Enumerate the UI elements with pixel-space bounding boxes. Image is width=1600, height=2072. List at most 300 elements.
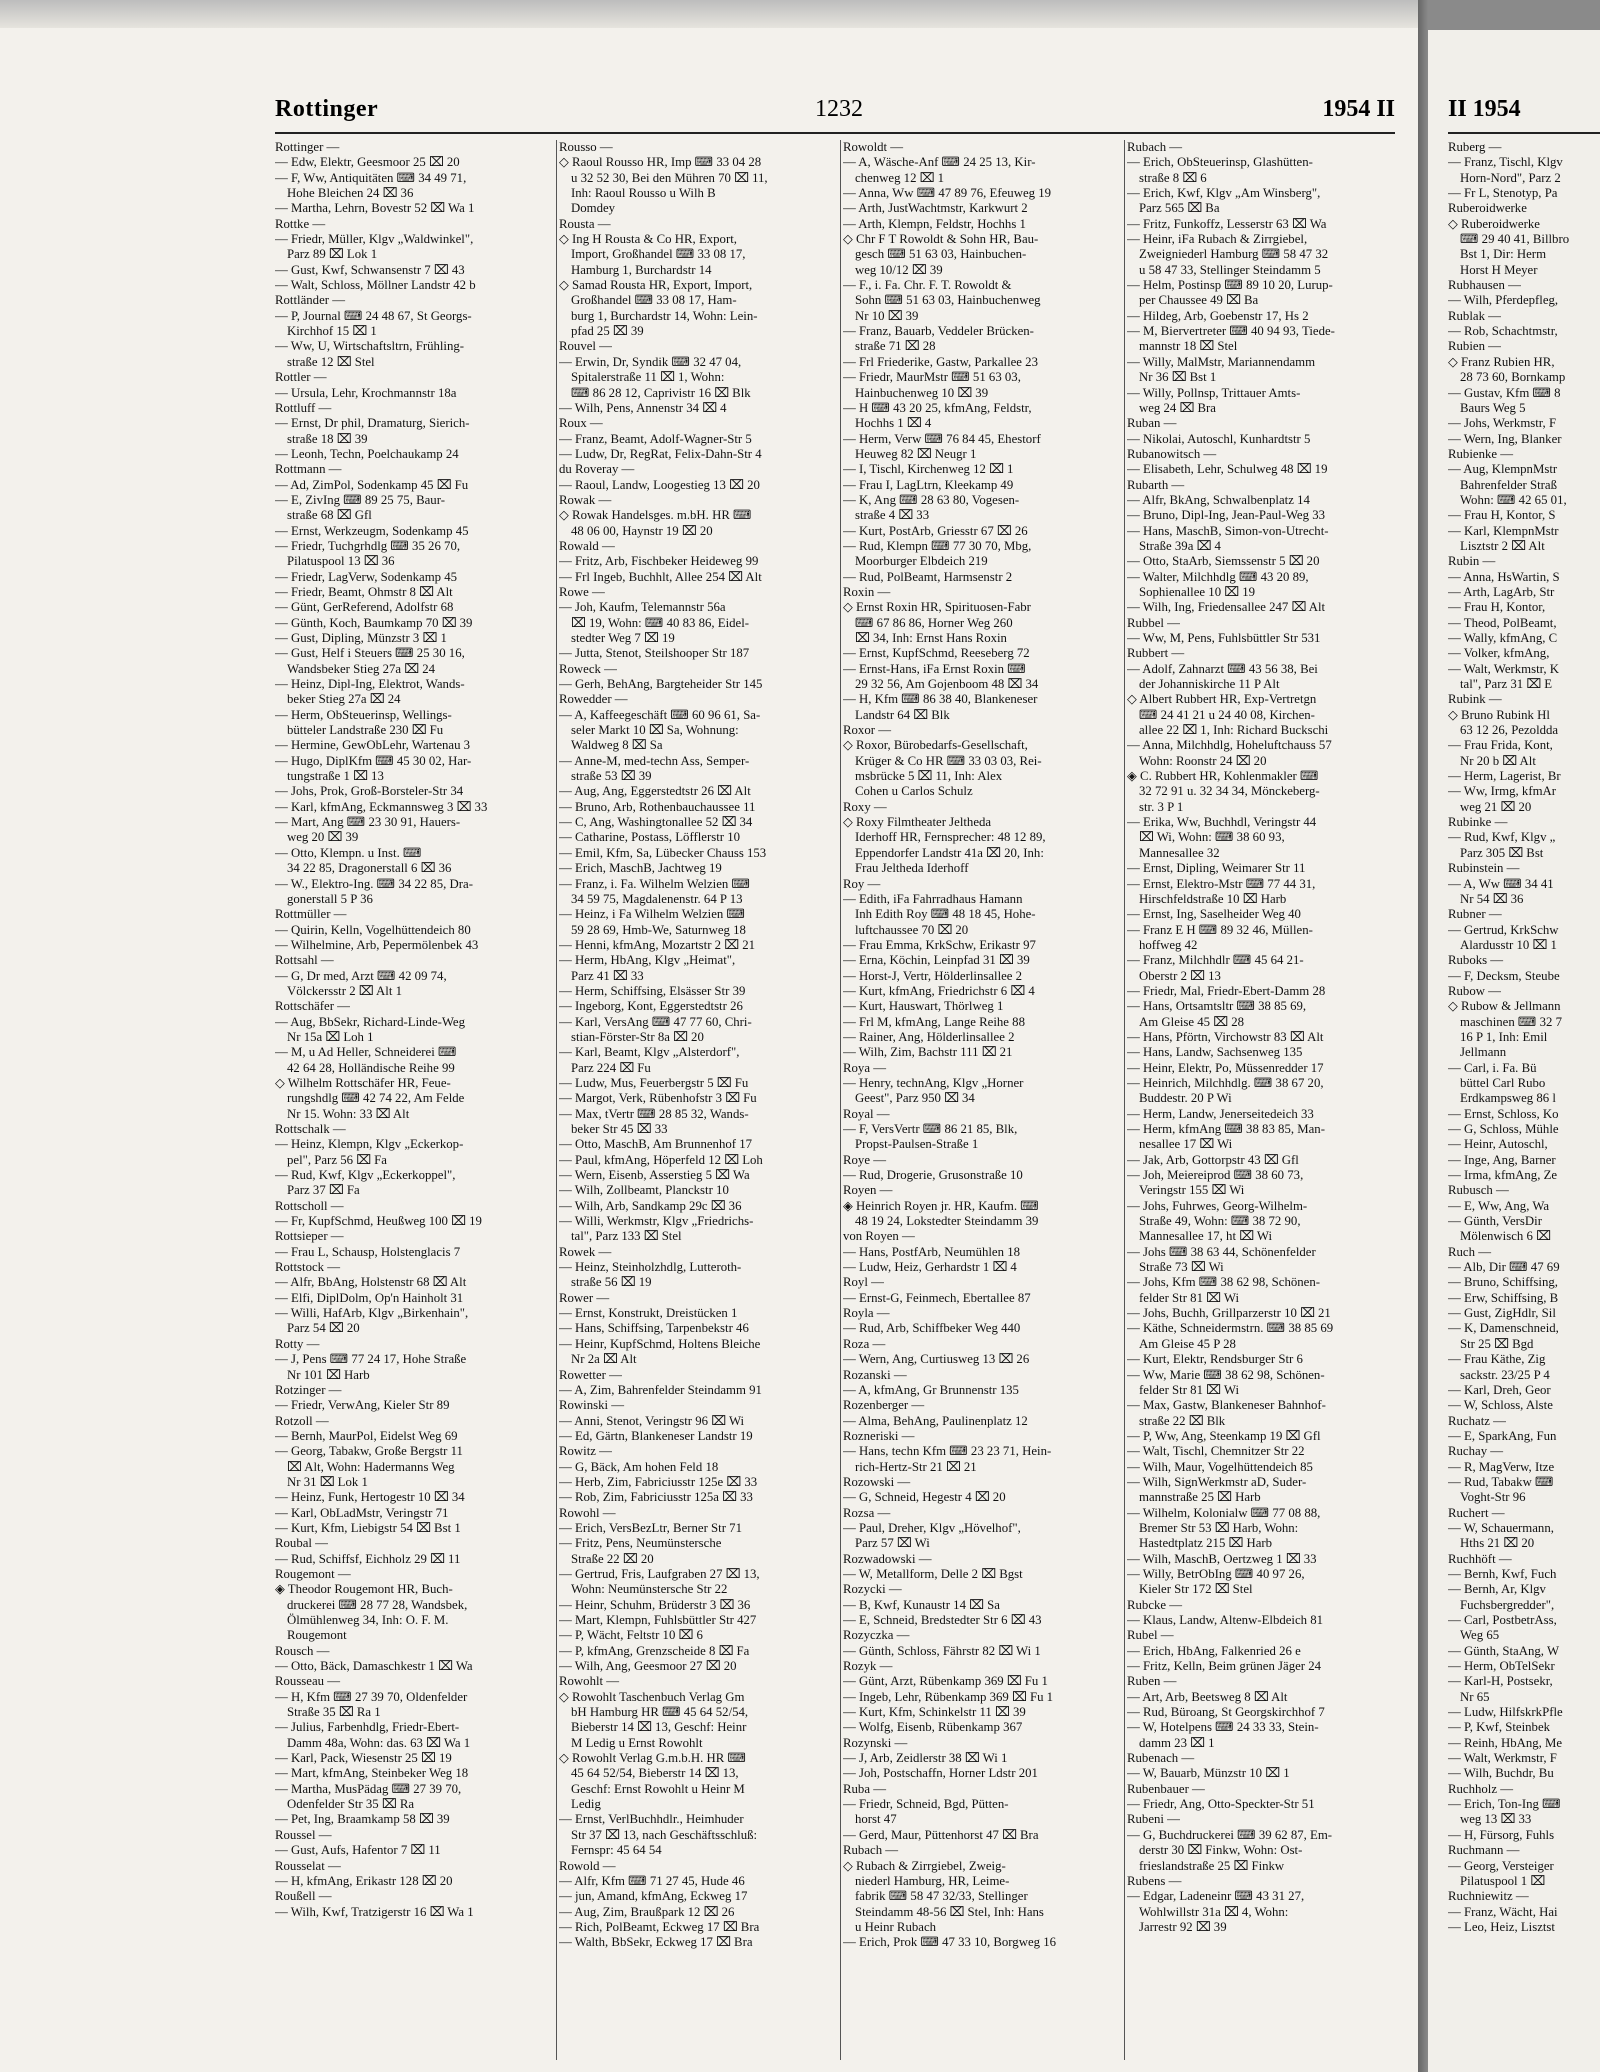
directory-entry-line: weg 13 ⌧ 33 [1460, 1812, 1532, 1827]
directory-entry-line: — Wilh, Ang, Geesmoor 27 ⌧ 20 [559, 1659, 737, 1674]
directory-headword: Roxy — [843, 799, 887, 814]
directory-entry-line: — Günth, VersDir [1448, 1214, 1542, 1229]
directory-entry-line: — Leo, Heiz, Lisztst [1448, 1919, 1555, 1934]
directory-headword: Ruberg — [1448, 140, 1502, 154]
directory-entry-line: Bst 1, Dir: Herm [1460, 247, 1547, 262]
directory-entry-line: — A, kfmAng, Gr Brunnenstr 135 [843, 1382, 1019, 1397]
directory-entry-line: pfad 25 ⌧ 39 [571, 324, 644, 339]
directory-entry-line: — Heinz, Klempn, Klgv „Eckerkop- [275, 1137, 464, 1152]
directory-entry-line: — Aug, BbSekr, Richard-Linde-Weg [275, 1014, 466, 1029]
directory-entry-line: — Otto, StaArb, Siemssenstr 5 ⌧ 20 [1127, 554, 1320, 569]
directory-entry-line: Lisztstr 2 ⌧ Alt [1460, 538, 1545, 553]
directory-headword: Rubbert — [1127, 646, 1185, 661]
directory-entry-line: — Erich, Kwf, Klgv „Am Winsberg", [1127, 186, 1321, 201]
directory-headword: Royal — [843, 1106, 890, 1121]
directory-entry-line: — Nikolai, Autoschl, Kunhardtstr 5 [1127, 431, 1311, 446]
directory-entry-line: Mannesallee 17, ht ⌧ Wi [1139, 1229, 1273, 1244]
directory-entry-line: — Heinz, Funk, Hertogestr 10 ⌧ 34 [275, 1490, 465, 1505]
directory-entry-line: Straße 49, Wohn: ⌨ 38 72 90, [1139, 1214, 1301, 1229]
directory-entry-line: — P, kfmAng, Grenzscheide 8 ⌧ Fa [559, 1643, 750, 1658]
directory-entry-line: — Rud, PolBeamt, Harmsenstr 2 [843, 569, 1013, 584]
directory-headword: Roya — [843, 1060, 887, 1075]
directory-entry-line: Hainbuchenweg 10 ⌧ 39 [855, 385, 989, 400]
directory-entry-line: ⌧ Alt, Wohn: Hadermanns Weg [287, 1459, 455, 1474]
directory-entry-line: — Wern, Eisenb, Asserstieg 5 ⌧ Wa [559, 1168, 750, 1183]
directory-entry-line: — Heinr, Elektr, Po, Müssenredder 17 [1127, 1060, 1324, 1075]
directory-entry-line: — Heinr, Schuhm, Brüderstr 3 ⌧ 36 [559, 1597, 751, 1612]
directory-headword: Rubbel — [1127, 615, 1180, 630]
directory-entry-line: — P, Kwf, Steinbek [1448, 1720, 1551, 1735]
directory-entry-line: — Franz, Tischl, Klgv [1448, 155, 1563, 170]
directory-entry-line: Inh Edith Roy ⌨ 48 18 45, Hohe- [855, 907, 1036, 922]
directory-entry-line: — Herm, kfmAng ⌨ 38 83 85, Man- [1127, 1122, 1325, 1136]
directory-entry-line: — G, Dr med, Arzt ⌨ 42 09 74, [275, 968, 447, 983]
directory-entry-line: — Gerd, Maur, Püttenhorst 47 ⌧ Bra [843, 1827, 1039, 1842]
directory-headword: Rowe — [559, 584, 605, 599]
directory-entry-line: — A, Ww ⌨ 34 41 [1448, 876, 1554, 891]
directory-headword: Rubanowitsch — [1127, 446, 1217, 461]
directory-entry-line: — F, Ww, Antiquitäten ⌨ 34 49 71, [275, 170, 467, 185]
directory-entry-line: straße 53 ⌧ 39 [571, 769, 652, 784]
directory-headword: Rowold — [559, 1858, 616, 1873]
directory-entry-line: — Herb, Zim, Fabriciusstr 125e ⌧ 33 [559, 1474, 758, 1489]
directory-entry-line: Damm 48a, Wohn: das. 63 ⌧ Wa 1 [287, 1735, 471, 1750]
header-year-volume: 1954 II [1322, 96, 1395, 122]
directory-entry-line: weg 24 ⌧ Bra [1139, 400, 1216, 415]
directory-entry-line: Parz 37 ⌧ Fa [287, 1183, 360, 1198]
directory-entry-line: straße 12 ⌧ Stel [287, 354, 375, 369]
directory-entry-line: Propst-Paulsen-Straße 1 [855, 1137, 979, 1152]
directory-entry-line: — Willy, Pollnsp, Trittauer Amts- [1127, 385, 1301, 400]
directory-entry-line: ⌨ 24 41 21 u 24 40 08, Kirchen- [1139, 707, 1315, 722]
directory-entry-line: — Wilh, SignWerkmstr aD, Suder- [1127, 1474, 1307, 1489]
directory-headword: Ruben — [1127, 1674, 1177, 1689]
directory-entry-line: straße 4 ⌧ 33 [855, 508, 930, 523]
directory-entry-line: — Margot, Verk, Rübenhofstr 3 ⌧ Fu [559, 1091, 757, 1106]
directory-headword: Rower — [559, 1290, 610, 1305]
directory-headword: Ruchniewitz — [1448, 1889, 1529, 1904]
directory-firm-entry: ◇ Ernst Roxin HR, Spirituosen-Fabr [843, 600, 1031, 615]
directory-entry-line: — Herm, Landw, Jenerseitedeich 33 [1127, 1106, 1314, 1121]
directory-entry-line: 32 72 91 u. 32 34 34, Mönckeberg- [1139, 784, 1320, 799]
directory-entry-line: — Gust, Aufs, Hafentor 7 ⌧ 11 [275, 1843, 441, 1858]
directory-entry-line: — E, ZivIng ⌨ 89 25 75, Baur- [275, 492, 445, 507]
directory-entry-line: druckerei ⌨ 28 77 28, Wandsbek, [287, 1597, 468, 1612]
directory-entry-line: — Wilh, Arb, Sandkamp 29c ⌧ 36 [559, 1198, 742, 1213]
directory-entry-line: — Irma, kfmAng, Ze [1448, 1168, 1558, 1183]
directory-entry-line: — Karl, KlempnMstr [1448, 523, 1559, 538]
directory-entry-line: — W, Metallform, Delle 2 ⌧ Bgst [843, 1566, 1023, 1581]
directory-entry-line: Hastedtplatz 215 ⌧ Harb [1139, 1536, 1273, 1551]
directory-entry-line: Cohen u Carlos Schulz [855, 784, 973, 799]
directory-entry-line: 34 22 85, Dragonerstall 6 ⌧ 36 [287, 861, 452, 876]
directory-entry-line: Völckersstr 2 ⌧ Alt 1 [287, 983, 402, 998]
directory-entry-line: Odenfelder Str 35 ⌧ Ra [287, 1797, 415, 1812]
directory-entry-line: — P, Ww, Ang, Steenkamp 19 ⌧ Gfl [1127, 1428, 1321, 1443]
directory-entry-line: ⌨ 29 40 41, Billbro [1460, 232, 1570, 247]
directory-entry-line: Bieberstr 14 ⌧ 13, Geschf: Heinr [571, 1720, 747, 1735]
directory-entry-line: — Wilh, Zollbeamt, Planckstr 10 [559, 1183, 729, 1198]
directory-entry-line: — Erna, Köchin, Leinpfad 31 ⌧ 39 [843, 953, 1030, 968]
directory-firm-entry: ◇ Ruberoidwerke [1448, 216, 1540, 231]
directory-entry-line: Nr 2a ⌧ Alt [571, 1352, 637, 1367]
directory-entry-line: — Rob, Zim, Fabriciusstr 125a ⌧ 33 [559, 1490, 753, 1505]
directory-entry-line: Nr 31 ⌧ Lok 1 [287, 1474, 368, 1489]
directory-firm-entry: ◇ Bruno Rubink Hl [1448, 707, 1550, 722]
directory-entry-line: burg 1, Burchardstr 14, Wohn: Lein- [571, 308, 758, 323]
column-3 [843, 140, 1113, 2060]
directory-entry-line: — Henni, kfmAng, Mozartstr 2 ⌧ 21 [559, 937, 756, 952]
directory-entry-line: — Heinz, Steinholzhdlg, Lutteroth- [559, 1260, 742, 1275]
directory-entry-line: — Johs, Buchh, Grillparzerstr 10 ⌧ 21 [1127, 1306, 1331, 1321]
directory-headword: von Royen — [843, 1229, 915, 1244]
directory-entry-line: — Karl, ObLadMstr, Veringstr 71 [275, 1505, 449, 1520]
directory-entry-line: — Frau H, Kontor, [1448, 600, 1546, 615]
header-rule [275, 132, 1395, 134]
directory-entry-line: — Otto, MaschB, Am Brunnenhof 17 [559, 1137, 753, 1152]
directory-headword: Rottscholl — [275, 1198, 344, 1213]
directory-entry-line: weg 21 ⌧ 20 [1460, 799, 1532, 814]
directory-entry-line: Hohe Bleichen 24 ⌧ 36 [287, 186, 414, 201]
directory-entry-line: — Friedr, Beamt, Ohmstr 8 ⌧ Alt [275, 584, 453, 599]
directory-headword: Rubel — [1127, 1628, 1174, 1643]
directory-entry-line: — Frau Frida, Kont, [1448, 738, 1553, 753]
directory-headword: Ruba — [843, 1781, 887, 1796]
directory-entry-line: Straße 22 ⌧ 20 [571, 1551, 654, 1566]
directory-entry-line: — Anni, Stenot, Veringstr 96 ⌧ Wi [559, 1413, 745, 1428]
directory-headword: Ruch — [1448, 1244, 1492, 1259]
directory-entry-line: — E, Schneid, Bredstedter Str 6 ⌧ 43 [843, 1613, 1042, 1627]
directory-entry-line: — Fr, KupfSchmd, Heußweg 100 ⌧ 19 [275, 1214, 482, 1229]
directory-entry-line: — Ludw, Mus, Feuerbergstr 5 ⌧ Fu [559, 1075, 749, 1090]
directory-headword: Ruchay — [1448, 1444, 1504, 1459]
directory-entry-line: — Kurt, Kfm, Liebigstr 54 ⌧ Bst 1 [275, 1520, 461, 1535]
directory-entry-line: — Rud, Schiffsf, Eichholz 29 ⌧ 11 [275, 1551, 461, 1566]
directory-entry-line: — M, u Ad Heller, Schneiderei ⌨ [275, 1045, 457, 1060]
directory-entry-line: — G, Schneid, Hegestr 4 ⌧ 20 [843, 1490, 1006, 1505]
directory-entry-line: — Ludw, HilfskrkPfle [1448, 1705, 1563, 1720]
directory-entry-line: — Wilhelm, Kolonialw ⌨ 77 08 88, [1127, 1505, 1321, 1520]
directory-entry-line: Straße 73 ⌧ Wi [1139, 1260, 1224, 1275]
directory-entry-line: Wohn: Neumünstersche Str 22 [571, 1582, 728, 1597]
directory-headword: Rotzinger — [275, 1382, 342, 1397]
directory-entry-line: — Franz, Bauarb, Veddeler Brücken- [843, 324, 1034, 339]
directory-entry-line: — E, SparkAng, Fun [1448, 1428, 1557, 1443]
directory-entry-line: — F., i. Fa. Chr. F. T. Rowoldt & [843, 278, 1012, 293]
directory-headword: Rowoldt — [843, 140, 904, 154]
directory-entry-line: Landstr 64 ⌧ Blk [855, 707, 950, 722]
directory-entry-line: — Aug, Ang, Eggerstedtstr 26 ⌧ Alt [559, 784, 751, 799]
directory-entry-line: — W, Bauarb, Münzstr 10 ⌧ 1 [1127, 1766, 1290, 1781]
directory-entry-line: Parz 57 ⌧ Wi [855, 1536, 930, 1551]
directory-entry-line: — Pet, Ing, Braamkamp 58 ⌧ 39 [275, 1812, 450, 1827]
directory-entry-line: — W, Schauermann, [1448, 1520, 1554, 1535]
directory-entry-line: — Herm, ObSteuerinsp, Wellings- [275, 707, 452, 722]
directory-entry-line: tal", Parz 31 ⌧ E [1460, 677, 1553, 692]
directory-headword: Rubinstein — [1448, 861, 1520, 876]
directory-headword: Roye — [843, 1152, 887, 1167]
directory-headword: Rozyczka — [843, 1628, 910, 1643]
directory-headword: Ruchhöft — [1448, 1551, 1512, 1566]
directory-entry-line: Geschf: Ernst Rowohlt u Heinr M [571, 1781, 745, 1796]
directory-headword: Rowetter — [559, 1367, 622, 1382]
directory-entry-line: beker Str 45 ⌧ 33 [571, 1122, 668, 1136]
directory-entry-line: — Arth, Klempn, Feldstr, Hochhs 1 [843, 216, 1026, 231]
directory-entry-line: Bahrenfelder Straß [1460, 477, 1558, 492]
directory-entry-line: — Ernst, Dr phil, Dramaturg, Sierich- [275, 416, 470, 431]
directory-entry-line: — Herm, ObTelSekr [1448, 1659, 1555, 1674]
directory-entry-line: — Johs, Prok, Groß-Borsteler-Str 34 [275, 784, 464, 799]
directory-entry-line: — Wolfg, Eisenb, Rübenkamp 367 [843, 1720, 1023, 1735]
directory-entry-line: derstr 30 ⌧ Finkw, Wohn: Ost- [1139, 1843, 1303, 1858]
directory-entry-line: — Kurt, Elektr, Rendsburger Str 6 [1127, 1352, 1303, 1367]
directory-entry-line: — Carl, PostbetrAss, [1448, 1613, 1557, 1627]
directory-headword: Rozenberger — [843, 1398, 925, 1413]
directory-entry-line: Parz 565 ⌧ Ba [1139, 201, 1220, 216]
directory-headword: Roxor — [843, 723, 891, 738]
directory-headword: Rottmüller — [275, 907, 347, 922]
directory-headword: Royen — [843, 1183, 893, 1198]
column-divider [556, 140, 557, 2060]
header-page-number: 1232 [815, 96, 863, 122]
directory-entry-line: — Inge, Ang, Barner [1448, 1152, 1556, 1167]
directory-entry-line: — Klaus, Landw, Altenw-Elbdeich 81 [1127, 1613, 1324, 1627]
directory-entry-line: — Edith, iFa Fahrradhaus Hamann [843, 891, 1023, 906]
directory-entry-line: — H, Kfm ⌨ 86 38 40, Blankeneser [843, 692, 1038, 707]
directory-entry-line: Wohn: ⌨ 42 65 01, [1460, 492, 1567, 507]
directory-headword: Ruchatz — [1448, 1413, 1506, 1428]
directory-entry-line: — Willi, Werkmstr, Klgv „Friedrichs- [559, 1214, 754, 1229]
directory-entry-line: — Anna, Ww ⌨ 47 89 76, Efeuweg 19 [843, 186, 1052, 201]
directory-entry-line: — Erich, Ton-Ing ⌨ [1448, 1797, 1561, 1812]
directory-entry-line: — Wilh, Pens, Annenstr 34 ⌧ 4 [559, 400, 727, 415]
directory-entry-line: — Karl, Beamt, Klgv „Alsterdorf", [559, 1045, 740, 1060]
directory-entry-line: — Johs, Werkmstr, F [1448, 416, 1557, 431]
directory-headword: Ruchert — [1448, 1505, 1505, 1520]
directory-entry-line: — Hugo, DiplKfm ⌨ 45 30 02, Har- [275, 753, 472, 768]
directory-headword: Rowohl — [559, 1505, 616, 1520]
directory-entry-line: — Rainer, Ang, Hölderlinsallee 2 [843, 1029, 1015, 1044]
directory-firm-entry: ◇ Roxy Filmtheater Jeltheda [843, 815, 992, 830]
directory-entry-line: — Jak, Arb, Gottorpstr 43 ⌧ Gfl [1127, 1152, 1299, 1167]
directory-entry-line: — Joh, Meiereiprod ⌨ 38 60 73, [1127, 1168, 1304, 1183]
directory-entry-line: Parz 89 ⌧ Lok 1 [287, 247, 378, 262]
directory-entry-line: — Frl Ingeb, Buchhlt, Allee 254 ⌧ Alt [559, 569, 762, 584]
directory-entry-line: ⌧ 19, Wohn: ⌨ 40 83 86, Eidel- [571, 615, 750, 630]
directory-entry-line: straße 8 ⌧ 6 [1139, 170, 1207, 185]
directory-headword: Rottke — [275, 216, 326, 231]
directory-entry-line: — Herm, Lagerist, Br [1448, 769, 1561, 784]
directory-entry-line: — K, Ang ⌨ 28 63 80, Vogesen- [843, 492, 1020, 507]
directory-firm-entry: ◇ Samad Rousta HR, Export, Import, [559, 278, 753, 293]
directory-firm-entry: ◇ Rowohlt Verlag G.m.b.H. HR ⌨ [559, 1751, 746, 1766]
directory-entry-line: — P, Wächt, Feltstr 10 ⌧ 6 [559, 1628, 703, 1643]
directory-headword: Royl — [843, 1275, 884, 1290]
directory-entry-line: u 58 47 33, Stellinger Steindamm 5 [1139, 262, 1321, 277]
directory-entry-line: — Hans, Pförtn, Virchowstr 83 ⌧ Alt [1127, 1029, 1324, 1044]
directory-entry-line: Hirschfeldstraße 10 ⌧ Harb [1139, 891, 1287, 906]
directory-headword: Ruchholz — [1448, 1781, 1514, 1796]
directory-entry-line: — Günt, Arzt, Rübenkamp 369 ⌧ Fu 1 [843, 1674, 1048, 1689]
directory-entry-line: maschinen ⌨ 32 7 [1460, 1014, 1562, 1029]
directory-entry-line: — A, Zim, Bahrenfelder Steindamm 91 [559, 1382, 762, 1397]
directory-entry-line: — Otto, Klempn. u Inst. ⌨ [275, 845, 422, 860]
directory-entry-line: — Ernst, Ing, Saselheider Weg 40 [1127, 907, 1301, 922]
directory-entry-line: — Rich, PolBeamt, Eckweg 17 ⌧ Bra [559, 1919, 760, 1934]
directory-entry-line: 16 P 1, Inh: Emil [1460, 1029, 1548, 1044]
directory-entry-line: — Friedr, LagVerw, Sodenkamp 45 [275, 569, 458, 584]
directory-headword: Rozneriski — [843, 1428, 915, 1443]
directory-entry-line: — F, Decksm, Steube [1448, 968, 1560, 983]
directory-firm-entry: ◇ Chr F T Rowoldt & Sohn HR, Bau- [843, 232, 1039, 247]
directory-entry-line: — Rud, Drogerie, Grusonstraße 10 [843, 1168, 1023, 1183]
directory-entry-line: — E, Ww, Ang, Wa [1448, 1198, 1550, 1213]
directory-entry-line: — Paul, kfmAng, Höperfeld 12 ⌧ Loh [559, 1152, 763, 1167]
directory-entry-line: str. 3 P 1 [1139, 799, 1184, 814]
directory-entry-line: — Heinrich, Milchhdlg. ⌨ 38 67 20, [1127, 1075, 1324, 1090]
directory-entry-line: — Fritz, Funkoffz, Lesserstr 63 ⌧ Wa [1127, 216, 1327, 231]
directory-entry-line: — Herm, Verw ⌨ 76 84 45, Ehestorf [843, 431, 1041, 446]
directory-entry-line: Oberstr 2 ⌧ 13 [1139, 968, 1221, 983]
directory-entry-line: — Erich, VersBezLtr, Berner Str 71 [559, 1520, 742, 1535]
directory-entry-line: — Carl, i. Fa. Bü [1448, 1060, 1537, 1075]
directory-entry-line: — J, Arb, Zeidlerstr 38 ⌧ Wi 1 [843, 1751, 1008, 1766]
directory-entry-line: — Rud, Arb, Schiffbeker Weg 440 [843, 1321, 1021, 1336]
directory-entry-line: mannstr 18 ⌧ Stel [1139, 339, 1238, 354]
directory-entry-line: Jellmann [1460, 1045, 1507, 1060]
directory-entry-line: — Gertrud, KrkSchw [1448, 922, 1559, 937]
directory-entry-line: — Erwin, Dr, Syndik ⌨ 32 47 04, [559, 354, 742, 369]
directory-entry-line: — Karl, Dreh, Geor [1448, 1382, 1551, 1397]
directory-entry-line: Straße 39a ⌧ 4 [1139, 538, 1221, 553]
directory-entry-line: — Walt, Werkmstr, F [1448, 1751, 1557, 1766]
directory-entry-line: u Heinr Rubach [855, 1919, 937, 1934]
directory-entry-line: — Helm, Postinsp ⌨ 89 10 20, Lurup- [1127, 278, 1333, 293]
directory-entry-line: — Wilh, Buchdr, Bu [1448, 1766, 1554, 1781]
directory-entry-line: — Wilh, Zim, Bachstr 111 ⌧ 21 [843, 1045, 1013, 1060]
directory-entry-line: — Hans, Landw, Sachsenweg 135 [1127, 1045, 1303, 1060]
directory-headword: du Roveray — [559, 462, 635, 477]
directory-entry-line: — Kurt, Kfm, Schinkelstr 11 ⌧ 39 [843, 1705, 1026, 1720]
directory-headword: Rowald — [559, 538, 615, 553]
directory-entry-line: — Herm, HbAng, Klgv „Heimat", [559, 953, 736, 968]
directory-entry-line: — Ernst, Dipling, Weimarer Str 11 [1127, 861, 1306, 876]
directory-entry-line: — Franz, Beamt, Adolf-Wagner-Str 5 [559, 431, 752, 446]
directory-entry-line: — Volker, kfmAng, [1448, 646, 1550, 661]
directory-entry-line: — Frau H, Kontor, S [1448, 508, 1556, 523]
directory-entry-line: — Ernst, Elektro-Mstr ⌨ 77 44 31, [1127, 876, 1316, 891]
directory-entry-line: sackstr. 23/25 P 4 [1460, 1367, 1550, 1382]
directory-entry-line: — Friedr, Ang, Otto-Speckter-Str 51 [1127, 1797, 1315, 1812]
directory-firm-entry: ◇ Rowak Handelsges. m.bH. HR ⌨ [559, 508, 752, 523]
column-divider [840, 140, 841, 2060]
page-header [275, 96, 1395, 130]
directory-headword: Roussel — [275, 1827, 332, 1842]
directory-entry-line: Inh: Raoul Rousso u Wilh B [571, 186, 716, 201]
directory-entry-line: — Bernh, Ar, Klgv [1448, 1582, 1546, 1597]
directory-entry-line: straße 22 ⌧ Blk [1139, 1413, 1226, 1428]
directory-entry-line: — Edgar, Ladeneinr ⌨ 43 31 27, [1127, 1889, 1305, 1904]
directory-entry-line: — Gust, Kwf, Schwansenstr 7 ⌧ 43 [275, 262, 465, 277]
page-gutter [1418, 0, 1428, 2072]
directory-entry-line: rungshdlg ⌨ 42 74 22, Am Felde [287, 1091, 465, 1106]
directory-entry-line: — P, Journal ⌨ 24 48 67, St Georgs- [275, 308, 472, 323]
directory-entry-line: Geest", Parz 950 ⌧ 34 [855, 1091, 975, 1106]
directory-entry-line: Hochhs 1 ⌧ 4 [855, 416, 932, 431]
directory-entry-line: — Joh, Kaufm, Telemannstr 56a [559, 600, 726, 615]
directory-headword: Rowohlt — [559, 1674, 620, 1689]
directory-entry-line: — J, Pens ⌨ 77 24 17, Hohe Straße [275, 1352, 467, 1367]
directory-entry-line: Am Gleise 45 ⌧ 28 [1139, 1014, 1245, 1029]
directory-headword: Rottsieper — [275, 1229, 344, 1244]
directory-headword: Rozycki — [843, 1582, 902, 1597]
column-4 [1127, 140, 1397, 2060]
directory-entry-line: — Ww, M, Pens, Fuhlsbüttler Str 531 [1127, 631, 1321, 645]
directory-entry-line: — Arth, LagArb, Str [1448, 584, 1555, 599]
directory-headword: Rubens — [1127, 1873, 1182, 1888]
directory-entry-line: felder Str 81 ⌧ Wi [1139, 1382, 1240, 1397]
directory-entry-line: — Erich, HbAng, Falkenried 26 e [1127, 1643, 1301, 1658]
directory-entry-line: — Franz E H ⌨ 89 32 46, Müllen- [1127, 922, 1313, 937]
directory-entry-line: felder Str 81 ⌧ Wi [1139, 1290, 1240, 1305]
directory-entry-line: — Fritz, Pens, Neumünstersche [559, 1536, 722, 1551]
directory-entry-line: — Heinr, iFa Rubach & Zirrgiebel, [1127, 232, 1308, 247]
directory-entry-line: 45 64 52/54, Bieberstr 14 ⌧ 13, [571, 1766, 739, 1781]
directory-entry-line: Heuweg 82 ⌧ Neugr 1 [855, 446, 977, 461]
directory-entry-line: — G, Buchdruckerei ⌨ 39 62 87, Em- [1127, 1827, 1333, 1842]
directory-entry-line: — Ernst-G, Feinmech, Ebertallee 87 [843, 1290, 1031, 1305]
directory-entry-line: M Ledig u Ernst Rowohlt [571, 1735, 703, 1750]
directory-headword: Rubner — [1448, 907, 1502, 922]
directory-entry-line: — H, Kfm ⌨ 27 39 70, Oldenfelder [275, 1689, 468, 1704]
directory-entry-line: — Willy, BetrObIng ⌨ 40 97 26, [1127, 1566, 1305, 1581]
facing-page [1428, 30, 1600, 2072]
directory-entry-line: — Alfr, BkAng, Schwalbenplatz 14 [1127, 492, 1310, 507]
directory-entry-line: — G, Bäck, Am hohen Feld 18 [559, 1459, 719, 1474]
directory-entry-line: Hths 21 ⌧ 20 [1460, 1536, 1535, 1551]
directory-entry-line: — Walt, Schloss, Möllner Landstr 42 b [275, 278, 476, 293]
directory-entry-line: — Kurt, Hauswart, Thörlweg 1 [843, 999, 1004, 1014]
directory-entry-line: — Gust, ZigHdlr, Sil [1448, 1306, 1556, 1321]
directory-headword: Roweck — [559, 661, 617, 676]
directory-headword: Rubeni — [1127, 1812, 1180, 1827]
directory-entry-line: Kieler Str 172 ⌧ Stel [1139, 1582, 1253, 1597]
directory-headword: Rubink — [1448, 692, 1502, 707]
directory-entry-line: — Heinr, Autoschl, [1448, 1137, 1548, 1152]
directory-entry-line: Horst H Meyer [1460, 262, 1538, 277]
directory-entry-line: rich-Hertz-Str 21 ⌧ 21 [855, 1459, 977, 1474]
directory-entry-line: — F, VersVertr ⌨ 86 21 85, Blk, [843, 1122, 1018, 1136]
directory-headword: Rottstock — [275, 1260, 341, 1275]
directory-entry-line: — Arth, JustWachtmstr, Karkwurt 2 [843, 201, 1028, 216]
directory-entry-line: — Rud, Tabakw ⌨ [1448, 1474, 1554, 1489]
page-top-band [0, 0, 1418, 28]
directory-entry-line: — Hermine, GewObLehr, Wartenau 3 [275, 738, 471, 753]
columns-container [275, 140, 1395, 2060]
directory-entry-line: chenweg 12 ⌧ 1 [855, 170, 945, 185]
directory-headword: Royla — [843, 1306, 890, 1321]
directory-firm-entry: ◇ Rowohlt Taschenbuch Verlag Gm [559, 1689, 745, 1704]
directory-headword: Rousch — [275, 1643, 330, 1658]
directory-entry-line: — Elisabeth, Lehr, Schulweg 48 ⌧ 19 [1127, 462, 1328, 477]
directory-entry-line: — Friedr, VerwAng, Kieler Str 89 [275, 1398, 450, 1413]
directory-headword: Roxin — [843, 584, 891, 599]
directory-headword: Rozowski — [843, 1474, 911, 1489]
directory-entry-line: — Fritz, Kelln, Beim grünen Jäger 24 [1127, 1659, 1322, 1674]
directory-entry-line: — Ww, Irmg, kfmAr [1448, 784, 1557, 799]
directory-entry-line: — Mart, Klempn, Fuhlsbüttler Str 427 [559, 1613, 757, 1627]
directory-headword: Rozwadowski — [843, 1551, 932, 1566]
